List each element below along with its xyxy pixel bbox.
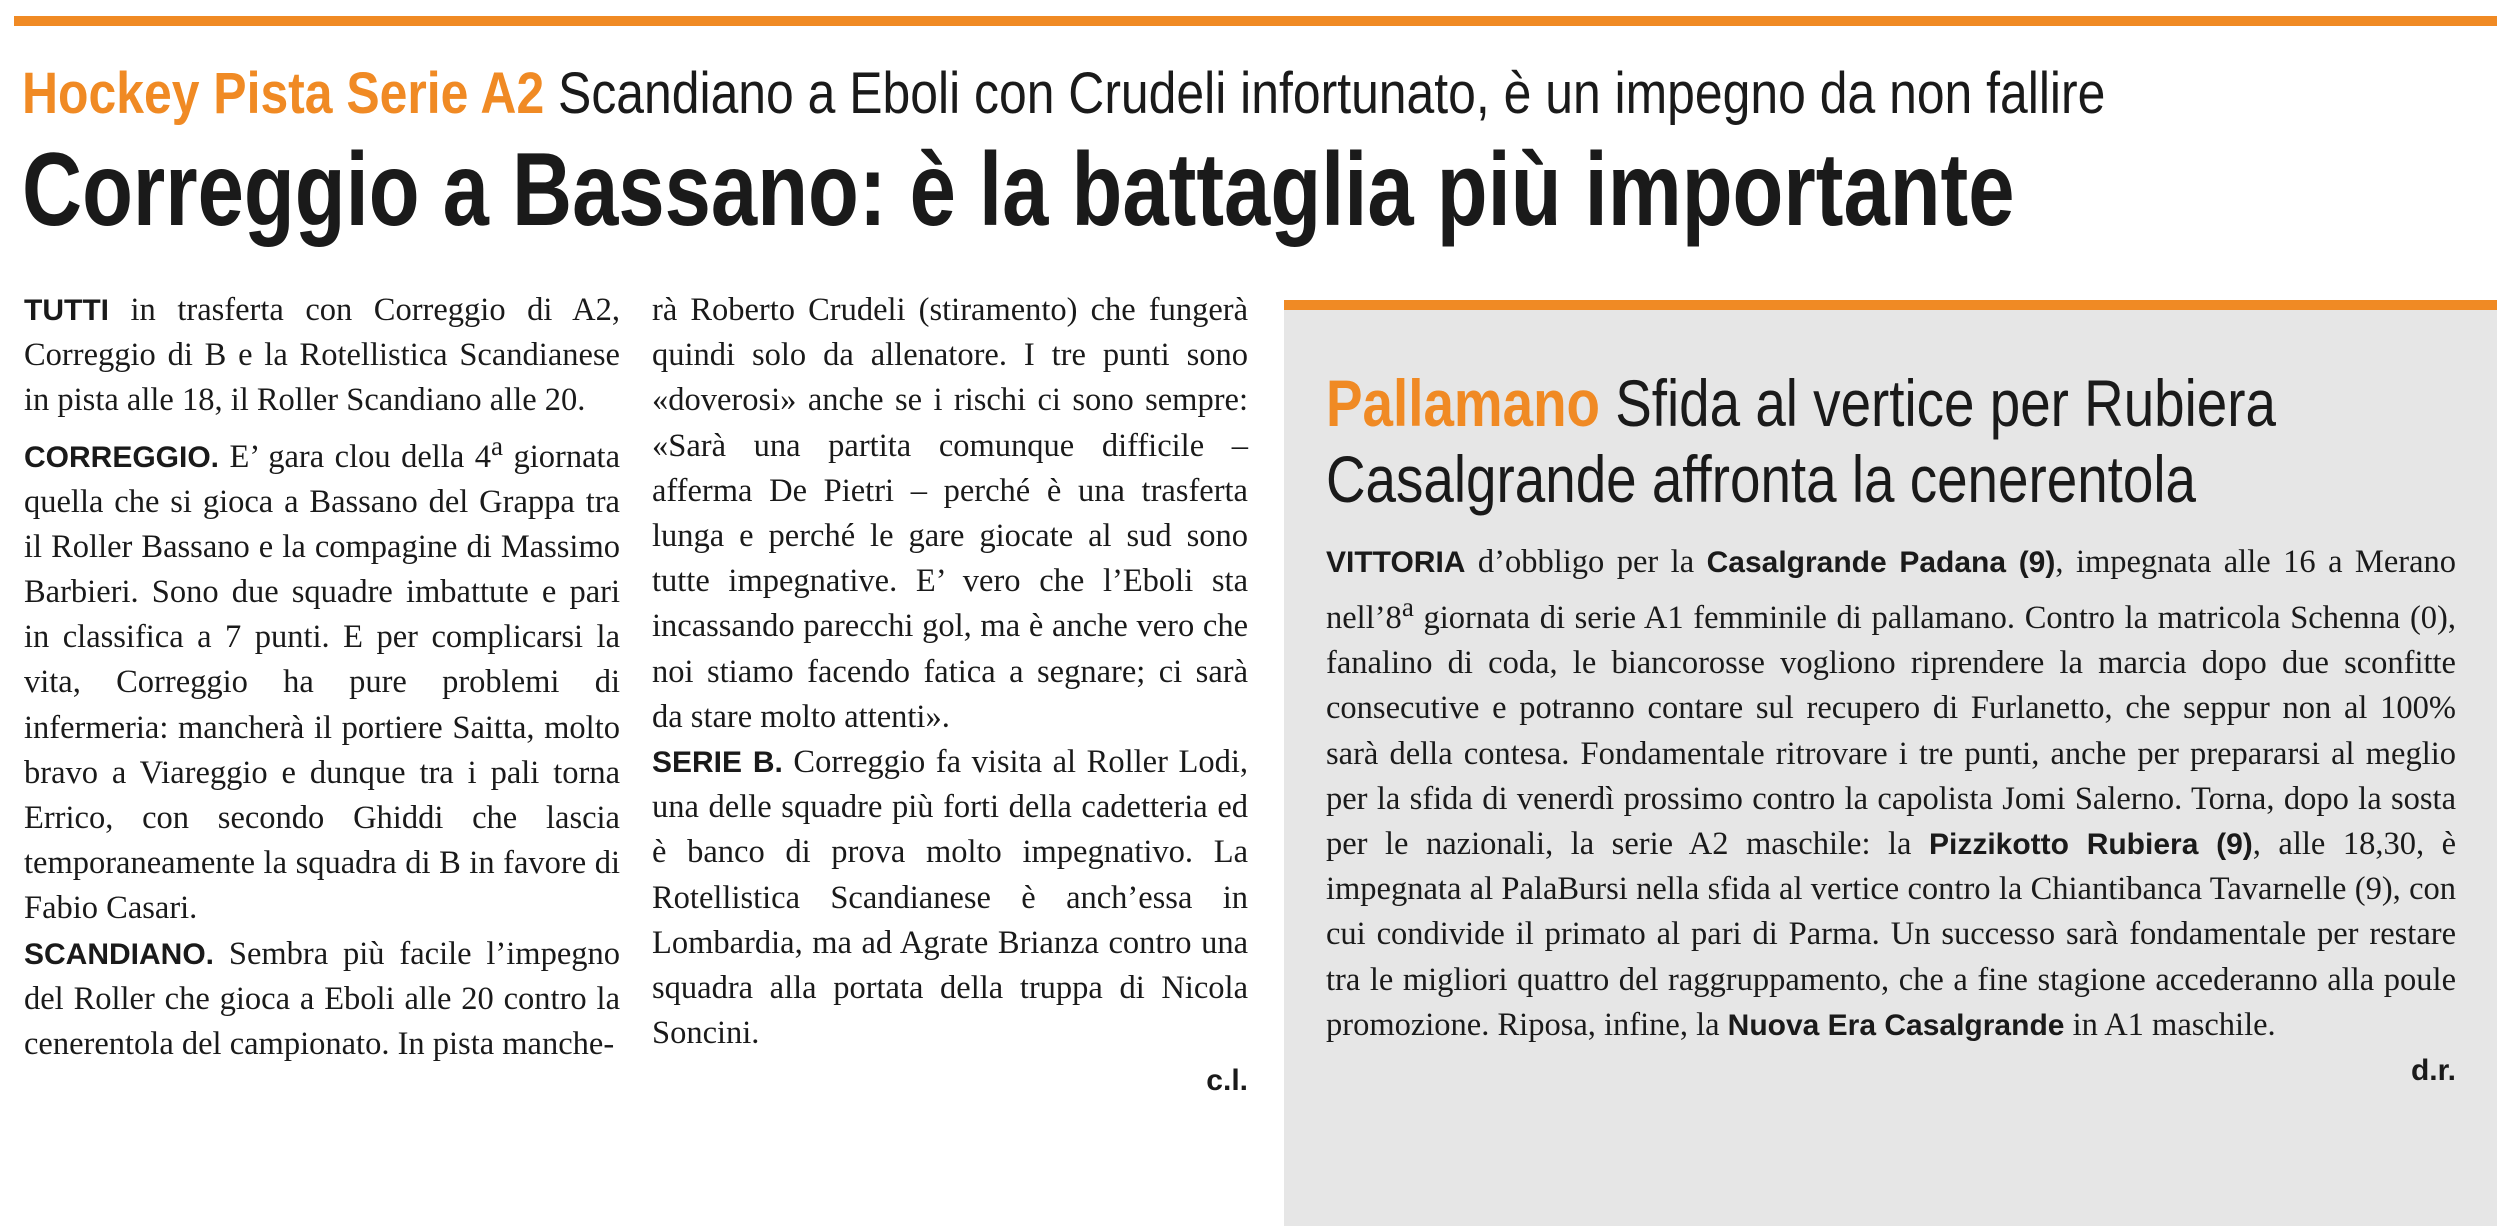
- article-column-2: [652, 288, 1248, 1104]
- paragraph-text: , impegnata alle 16 a Merano nell’8: [1326, 544, 2457, 637]
- paragraph-intro: [24, 288, 620, 424]
- sidebar-headline: [1326, 365, 2488, 517]
- paragraph-text: in trasferta con Correggio di A2, Correggio di B e la Rotellistica Scandianese in pista alle 18, il Roller Scandiano alle 20.: [24, 292, 621, 419]
- article-column-1: [24, 288, 620, 1067]
- headline: Correggio a Bassano: è la battaglia più importante: [22, 132, 2015, 248]
- lead-word: CORREGGIO.: [24, 440, 220, 474]
- lead-word: VITTORIA: [1326, 546, 1466, 579]
- sidebar-title-line-1: Sfida al vertice per Rubiera: [1615, 366, 2276, 440]
- paragraph-text: giornata quella che si gioca a Bassano del Grappa tra il Roller Bassano e la compagine di Massimo Barbieri. Sono due squadre imbattute e pari in classifica a 7 punti. E per complicarsi la vita, Correggio ha pure problemi di infermeria: mancherà il portiere Saitta, molto bravo a Viareggio e dunque tra i pali torna Errico, con secondo Ghiddi che lascia temporaneamente la squadra di B in favore di Fabio Casari.: [24, 438, 620, 927]
- sidebar-box: [1284, 300, 2497, 1226]
- sidebar-signature: d.r.: [2410, 1054, 2456, 1088]
- section-label: Hockey Pista Serie A2: [22, 61, 545, 126]
- paragraph-text: Sembra più facile l’impegno del Roller che gioca a Eboli alle 20 contro la cenerentola del campionato. In pista manche-: [24, 935, 620, 1063]
- team-name: Casalgrande Padana (9): [1706, 546, 2056, 579]
- sidebar-paragraph: [1326, 540, 2456, 1048]
- lead-word: SCANDIANO.: [24, 937, 215, 971]
- author-signature: c.l.: [1206, 1064, 1248, 1098]
- sidebar-body: [1326, 540, 2456, 1093]
- sidebar-section-label: Pallamano: [1326, 366, 1601, 440]
- paragraph-scandiano: [24, 932, 620, 1068]
- sidebar-title-line-2: Casalgrande affronta la cenerentola: [1326, 442, 2196, 516]
- paragraph-text: rà Roberto Crudeli (stiramento) che fungerà quindi solo da allenatore. I tre punti sono «doverosi» anche se i rischi ci sono sempre: «Sarà una partita comunque difficile – afferma De Pietri – perché è una trasferta lunga e perché le gare giocate al sud sono tutte impegnative. E’ vero che l’Eboli sta incassando parecchi gol, ma è anche vero che noi stiamo facendo fatica a segnare; ci sarà da stare molto attenti».: [652, 292, 1248, 735]
- paragraph-correggio: [24, 424, 620, 932]
- subtitle: Scandiano a Eboli con Crudeli infortunato, è un impegno da non fallire: [558, 61, 2106, 126]
- paragraph-text: giornata di serie A1 femminile di pallamano. Contro la matricola Schenna (0), fanalino di coda, le biancorosse vogliono riprendere la marcia dopo due sconfitte consecutive e potranno contare sul recupero di Furlanetto, che seppur non al 100% sarà della contesa. Fondamentale ritrovare i tre punti, anche per prepararsi al meglio per la sfida di venerdì prossimo contro la capolista Jomi Salerno. Torna, dopo la sosta per le nazionali, la serie A2 maschile: la: [1326, 600, 2456, 863]
- ordinal-superscript: a: [1401, 592, 1414, 623]
- paragraph-text: in A1 maschile.: [2072, 1006, 2276, 1043]
- lead-word: TUTTI: [24, 294, 109, 327]
- paragraph-scandiano-continued: [652, 288, 1248, 740]
- lead-word: SERIE B.: [652, 746, 783, 780]
- paragraph-text: , alle 18,30, è impegnata al PalaBursi nella sfida al vertice contro la Chiantibanca Tavarnelle (9), con cui condivide il primato al pari di Parma. Un successo sarà fondamentale per restare tra le migliori quattro del raggruppamento, che a fine stagione accederanno alla poule promozione. Riposa, infine, la: [1326, 826, 2457, 1043]
- team-name: Pizzikotto Rubiera (9): [1928, 828, 2253, 862]
- paragraph-text: E’ gara clou della 4: [229, 438, 491, 475]
- team-name: Nuova Era Casalgrande: [1727, 1008, 2065, 1042]
- paragraph-text: d’obbligo per la: [1477, 544, 1695, 580]
- kicker: [22, 58, 2146, 130]
- top-accent-rule: [14, 16, 2497, 26]
- paragraph-text: Correggio fa visita al Roller Lodi, una delle squadre più forti della cadetteria ed è banco di prova molto impegnativo. La Rotellistica Scandianese è anch’essa in Lombardia, ma ad Agrate Brianza contro una squadra alla portata della truppa di Nicola Soncini.: [652, 744, 1248, 1052]
- paragraph-serie-b: [652, 740, 1248, 1056]
- ordinal-superscript: a: [491, 430, 504, 461]
